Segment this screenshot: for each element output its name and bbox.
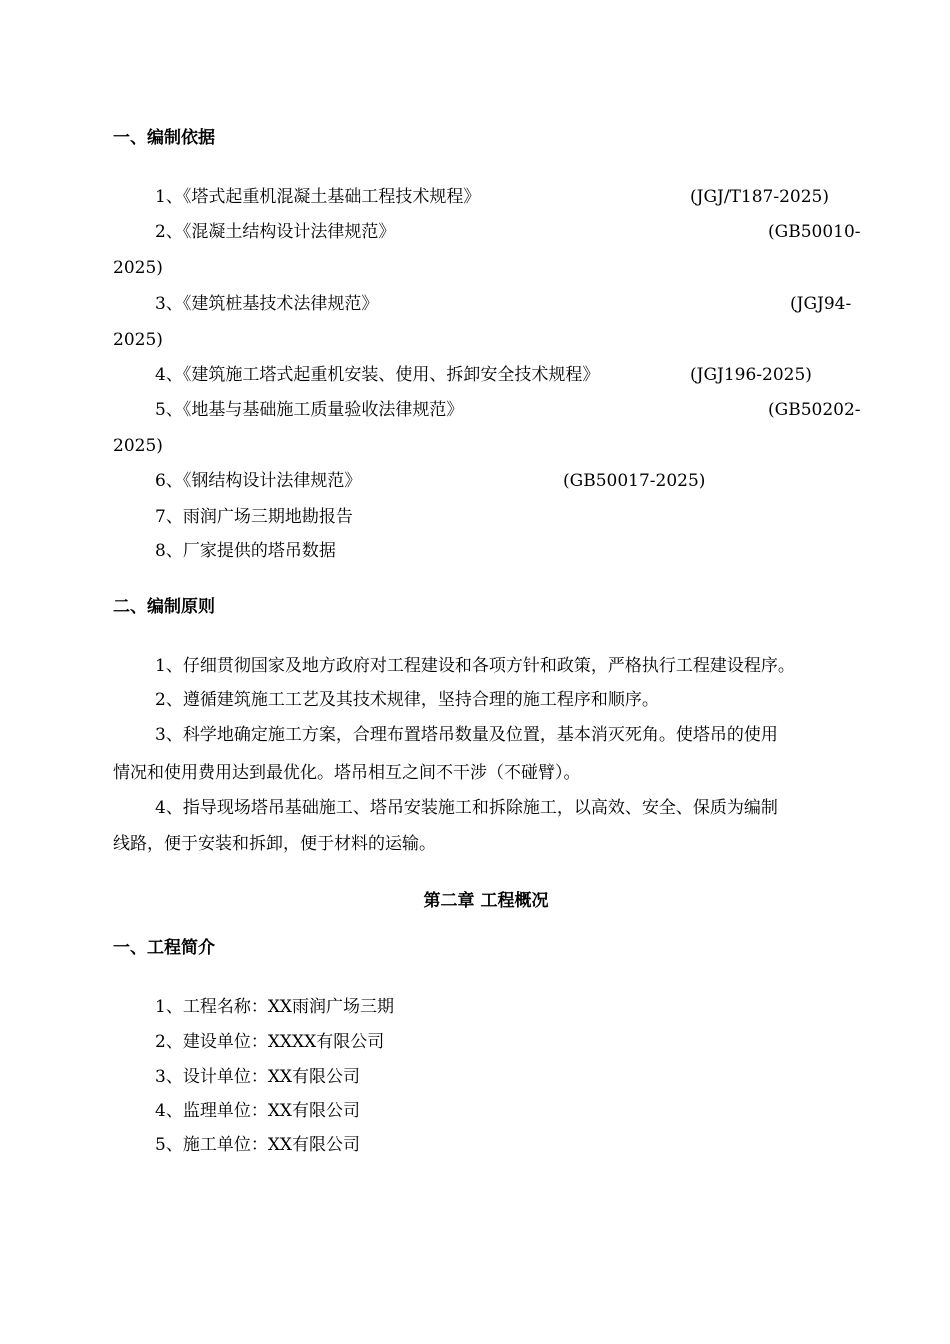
principle-2: 2、遵循建筑施工工艺及其技术规律，坚持合理的施工程序和顺序。 — [155, 690, 659, 710]
ref-num: 7、 — [155, 507, 183, 527]
principle-4-line-2: 线路，便于安装和拆卸，便于材料的运输。 — [113, 834, 436, 854]
chapter-title: 第二章 工程概况 — [423, 891, 549, 911]
ref-code-5-cont: 2025) — [113, 436, 163, 456]
ref-code-2-cont: 2025) — [113, 258, 163, 278]
project-info-name: 1、工程名称：XX雨润广场三期 — [155, 997, 395, 1017]
ref-num: 3、 — [155, 294, 183, 314]
ref-title: 《地基与基础施工质量验收法律规范》 — [182, 400, 464, 420]
ref-num: 2、 — [155, 222, 183, 242]
ref-code-1: (JGJ/T187-2025) — [690, 187, 829, 207]
ref-num: 6、 — [155, 471, 183, 491]
section-heading-basis: 一、编制依据 — [113, 128, 215, 148]
principle-3-line-1: 3、科学地确定施工方案，合理布置塔吊数量及位置，基本消灭死角。使塔吊的使用 — [155, 725, 778, 745]
ref-item-8 — [155, 540, 336, 562]
ref-code-3-cont: 2025) — [113, 330, 163, 350]
project-info-owner: 2、建设单位：XXXX有限公司 — [155, 1032, 385, 1052]
project-info-supervisor: 4、监理单位：XX有限公司 — [155, 1101, 361, 1121]
ref-item-7 — [155, 506, 353, 528]
ref-item-6 — [155, 470, 361, 492]
principle-4-line-1: 4、指导现场塔吊基础施工、塔吊安装施工和拆除施工，以高效、安全、保质为编制 — [155, 798, 778, 818]
ref-code-3: (JGJ94- — [790, 294, 852, 314]
ref-item-3 — [155, 293, 378, 315]
ref-num: 1、 — [155, 187, 183, 207]
ref-title: 《钢结构设计法律规范》 — [182, 471, 362, 491]
ref-item-4 — [155, 364, 599, 386]
project-info-contractor: 5、施工单位：XX有限公司 — [155, 1135, 361, 1155]
ref-item-2 — [155, 221, 395, 243]
ref-code-2: (GB50010- — [768, 222, 861, 242]
ref-item-5 — [155, 399, 463, 421]
ref-title: 厂家提供的塔吊数据 — [182, 541, 336, 561]
ref-title: 《塔式起重机混凝土基础工程技术规程》 — [182, 187, 481, 207]
ref-num: 4、 — [155, 365, 183, 385]
section-heading-overview: 一、工程简介 — [113, 938, 215, 958]
ref-title: 《混凝土结构设计法律规范》 — [182, 222, 396, 242]
ref-item-1 — [155, 186, 480, 208]
ref-code-4: (JGJ196-2025) — [690, 365, 812, 385]
ref-code-5: (GB50202- — [768, 400, 861, 420]
section-heading-principles: 二、编制原则 — [113, 597, 215, 617]
ref-title: 雨润广场三期地勘报告 — [182, 507, 353, 527]
ref-title: 《建筑桩基技术法律规范》 — [182, 294, 379, 314]
project-info-designer: 3、设计单位：XX有限公司 — [155, 1067, 361, 1087]
principle-1: 1、仔细贯彻国家及地方政府对工程建设和各项方针和政策，严格执行工程建设程序。 — [155, 656, 795, 676]
ref-code-6: (GB50017-2025) — [563, 471, 706, 491]
ref-title: 《建筑施工塔式起重机安装、使用、拆卸安全技术规程》 — [182, 365, 600, 385]
ref-num: 5、 — [155, 400, 183, 420]
ref-num: 8、 — [155, 541, 183, 561]
principle-3-line-2: 情况和使用费用达到最优化。塔吊相互之间不干涉（不碰臂）。 — [113, 763, 581, 783]
